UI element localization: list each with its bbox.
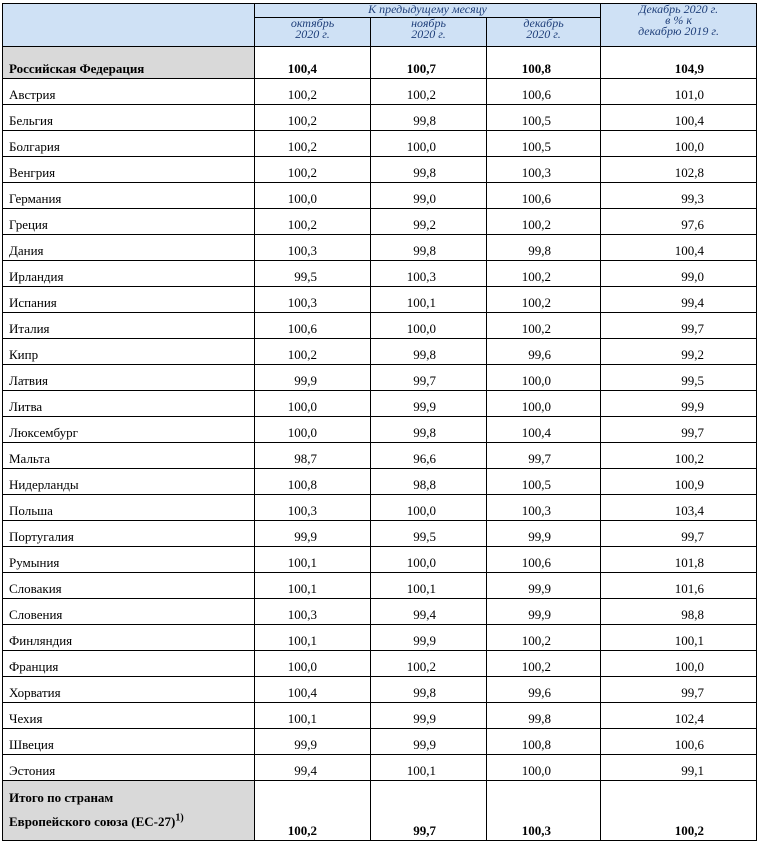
eu-total-yoy: 100,2 <box>601 781 757 841</box>
table-row <box>3 339 757 365</box>
value-yoy: 100,0 <box>601 131 757 157</box>
value-dec: 100,0 <box>487 755 601 781</box>
header-november <box>371 18 487 47</box>
table-row <box>3 469 757 495</box>
table-row <box>3 521 757 547</box>
table-row <box>3 755 757 781</box>
eu-total-line1: Итого по странам <box>9 790 114 805</box>
table-row <box>3 131 757 157</box>
value-dec: 100,2 <box>487 261 601 287</box>
value-dec: 100,2 <box>487 287 601 313</box>
value-nov: 99,8 <box>371 677 487 703</box>
value-yoy: 102,8 <box>601 157 757 183</box>
value-oct: 100,0 <box>255 417 371 443</box>
country-name: Польша <box>3 495 255 521</box>
country-name: Франция <box>3 651 255 677</box>
country-name: Хорватия <box>3 677 255 703</box>
eu-total-dec: 100,3 <box>487 781 601 841</box>
value-dec: 99,7 <box>487 443 601 469</box>
table-row <box>3 703 757 729</box>
value-nov: 99,2 <box>371 209 487 235</box>
value-dec: 100,8 <box>487 729 601 755</box>
country-name: Греция <box>3 209 255 235</box>
country-name: Ирландия <box>3 261 255 287</box>
table-row <box>3 495 757 521</box>
value-dec: 100,5 <box>487 469 601 495</box>
value-nov: 99,8 <box>371 157 487 183</box>
value-dec: 100,3 <box>487 495 601 521</box>
value-oct: 100,1 <box>255 703 371 729</box>
value-oct: 100,8 <box>255 469 371 495</box>
value-dec: 100,5 <box>487 105 601 131</box>
country-name: Словения <box>3 599 255 625</box>
value-nov: 100,1 <box>371 755 487 781</box>
inflation-table-container <box>2 3 756 841</box>
table-row <box>3 209 757 235</box>
value-nov: 99,9 <box>371 729 487 755</box>
value-nov: 100,1 <box>371 573 487 599</box>
value-oct: 100,1 <box>255 625 371 651</box>
value-yoy: 100,1 <box>601 625 757 651</box>
value-yoy: 102,4 <box>601 703 757 729</box>
value-yoy: 100,0 <box>601 651 757 677</box>
header-yoy-line3: декабрю 2019 г. <box>638 24 719 38</box>
table-row <box>3 391 757 417</box>
country-name: Италия <box>3 313 255 339</box>
value-dec: 99,6 <box>487 677 601 703</box>
value-dec: 99,8 <box>487 235 601 261</box>
country-name: Португалия <box>3 521 255 547</box>
value-dec: 100,5 <box>487 131 601 157</box>
value-dec: 99,8 <box>487 703 601 729</box>
value-nov: 99,9 <box>371 703 487 729</box>
eu-total-line2: Европейского союза (ЕС-27) <box>9 814 176 829</box>
table-row <box>3 365 757 391</box>
value-dec: 100,2 <box>487 209 601 235</box>
value-oct: 100,6 <box>255 313 371 339</box>
header-october-month: октябрь <box>290 16 335 30</box>
eu-total-line2-wrap <box>9 810 254 834</box>
table-row <box>3 313 757 339</box>
value-nov: 99,9 <box>371 625 487 651</box>
country-name: Эстония <box>3 755 255 781</box>
value-dec: 99,9 <box>487 573 601 599</box>
value-oct: 100,2 <box>255 105 371 131</box>
value-oct: 99,9 <box>255 729 371 755</box>
eu-total-oct: 100,2 <box>255 781 371 841</box>
value-dec: 100,4 <box>487 417 601 443</box>
value-yoy: 99,3 <box>601 183 757 209</box>
value-oct: 100,3 <box>255 599 371 625</box>
table-row <box>3 625 757 651</box>
value-dec: 100,6 <box>487 183 601 209</box>
value-dec: 99,9 <box>487 521 601 547</box>
country-name: Мальта <box>3 443 255 469</box>
table-row <box>3 235 757 261</box>
country-name: Румыния <box>3 547 255 573</box>
value-oct: 99,9 <box>255 365 371 391</box>
header-october-year: 2020 г. <box>295 27 330 41</box>
value-yoy: 99,2 <box>601 339 757 365</box>
value-nov: 99,7 <box>371 365 487 391</box>
country-name: Кипр <box>3 339 255 365</box>
header-yoy <box>601 4 757 47</box>
table-row <box>3 651 757 677</box>
country-name: Чехия <box>3 703 255 729</box>
russia-name: Российская Федерация <box>3 47 255 79</box>
table-row <box>3 677 757 703</box>
value-nov: 100,1 <box>371 287 487 313</box>
value-nov: 100,0 <box>371 131 487 157</box>
value-nov: 99,8 <box>371 235 487 261</box>
value-yoy: 99,9 <box>601 391 757 417</box>
value-yoy: 99,5 <box>601 365 757 391</box>
value-nov: 99,8 <box>371 105 487 131</box>
table-row <box>3 443 757 469</box>
value-oct: 100,1 <box>255 573 371 599</box>
header-october <box>255 18 371 47</box>
header-yoy-line2: в % к <box>665 13 692 27</box>
table-row <box>3 599 757 625</box>
value-oct: 100,2 <box>255 339 371 365</box>
value-oct: 100,0 <box>255 183 371 209</box>
value-yoy: 99,0 <box>601 261 757 287</box>
country-name: Швеция <box>3 729 255 755</box>
country-name: Австрия <box>3 79 255 105</box>
country-name: Бельгия <box>3 105 255 131</box>
value-oct: 100,2 <box>255 209 371 235</box>
value-yoy: 100,4 <box>601 235 757 261</box>
value-yoy: 101,0 <box>601 79 757 105</box>
value-oct: 100,0 <box>255 391 371 417</box>
value-oct: 99,4 <box>255 755 371 781</box>
eu-total-footnote: 1) <box>175 812 184 824</box>
table-row <box>3 729 757 755</box>
table-row <box>3 183 757 209</box>
country-name: Финляндия <box>3 625 255 651</box>
value-nov: 100,0 <box>371 313 487 339</box>
value-oct: 99,5 <box>255 261 371 287</box>
value-nov: 100,0 <box>371 547 487 573</box>
value-yoy: 98,8 <box>601 599 757 625</box>
value-yoy: 99,7 <box>601 417 757 443</box>
table-row <box>3 105 757 131</box>
table-row <box>3 417 757 443</box>
value-oct: 100,3 <box>255 495 371 521</box>
value-yoy: 100,9 <box>601 469 757 495</box>
value-yoy: 101,8 <box>601 547 757 573</box>
eu-total-nov: 99,7 <box>371 781 487 841</box>
inflation-table <box>2 3 757 841</box>
value-oct: 100,3 <box>255 235 371 261</box>
table-row <box>3 157 757 183</box>
value-oct: 100,4 <box>255 677 371 703</box>
value-dec: 100,2 <box>487 313 601 339</box>
country-name: Дания <box>3 235 255 261</box>
table-row <box>3 547 757 573</box>
value-oct: 100,1 <box>255 547 371 573</box>
value-oct: 100,0 <box>255 651 371 677</box>
russia-yoy: 104,9 <box>601 47 757 79</box>
table-row-russia <box>3 47 757 79</box>
value-nov: 98,8 <box>371 469 487 495</box>
country-name: Болгария <box>3 131 255 157</box>
russia-nov: 100,7 <box>371 47 487 79</box>
russia-dec: 100,8 <box>487 47 601 79</box>
country-name: Германия <box>3 183 255 209</box>
value-oct: 98,7 <box>255 443 371 469</box>
value-dec: 100,6 <box>487 79 601 105</box>
value-nov: 99,9 <box>371 391 487 417</box>
eu-total-name <box>3 781 255 841</box>
table-row <box>3 287 757 313</box>
value-yoy: 103,4 <box>601 495 757 521</box>
value-nov: 99,4 <box>371 599 487 625</box>
value-dec: 100,6 <box>487 547 601 573</box>
russia-oct: 100,4 <box>255 47 371 79</box>
value-yoy: 101,6 <box>601 573 757 599</box>
table-row <box>3 573 757 599</box>
value-oct: 100,2 <box>255 131 371 157</box>
country-name: Литва <box>3 391 255 417</box>
value-nov: 99,5 <box>371 521 487 547</box>
table-row-eu-total <box>3 781 757 841</box>
value-nov: 100,2 <box>371 651 487 677</box>
value-yoy: 99,1 <box>601 755 757 781</box>
table-row <box>3 261 757 287</box>
value-nov: 96,6 <box>371 443 487 469</box>
value-yoy: 99,7 <box>601 313 757 339</box>
value-yoy: 99,4 <box>601 287 757 313</box>
value-yoy: 99,7 <box>601 677 757 703</box>
value-oct: 99,9 <box>255 521 371 547</box>
header-november-month: ноябрь <box>411 16 446 30</box>
value-yoy: 100,2 <box>601 443 757 469</box>
header-december <box>487 18 601 47</box>
table-row <box>3 79 757 105</box>
header-country-blank <box>3 4 255 47</box>
header-december-year: 2020 г. <box>526 27 561 41</box>
country-name: Люксембург <box>3 417 255 443</box>
value-dec: 100,0 <box>487 365 601 391</box>
value-yoy: 100,6 <box>601 729 757 755</box>
value-nov: 99,8 <box>371 417 487 443</box>
country-name: Венгрия <box>3 157 255 183</box>
value-nov: 99,0 <box>371 183 487 209</box>
value-oct: 100,2 <box>255 79 371 105</box>
header-group-prev-month: К предыдущему месяцу <box>255 4 601 18</box>
value-dec: 100,2 <box>487 625 601 651</box>
value-nov: 99,8 <box>371 339 487 365</box>
value-oct: 100,3 <box>255 287 371 313</box>
value-dec: 99,6 <box>487 339 601 365</box>
value-oct: 100,2 <box>255 157 371 183</box>
value-dec: 100,3 <box>487 157 601 183</box>
value-yoy: 97,6 <box>601 209 757 235</box>
value-yoy: 100,4 <box>601 105 757 131</box>
value-nov: 100,0 <box>371 495 487 521</box>
value-yoy: 99,7 <box>601 521 757 547</box>
country-name: Латвия <box>3 365 255 391</box>
value-nov: 100,2 <box>371 79 487 105</box>
value-dec: 100,2 <box>487 651 601 677</box>
value-nov: 100,3 <box>371 261 487 287</box>
value-dec: 100,0 <box>487 391 601 417</box>
country-name: Испания <box>3 287 255 313</box>
country-name: Словакия <box>3 573 255 599</box>
value-dec: 99,9 <box>487 599 601 625</box>
header-december-month: декабрь <box>523 16 564 30</box>
country-name: Нидерланды <box>3 469 255 495</box>
header-yoy-line1: Декабрь 2020 г. <box>638 2 719 16</box>
header-november-year: 2020 г. <box>411 27 446 41</box>
